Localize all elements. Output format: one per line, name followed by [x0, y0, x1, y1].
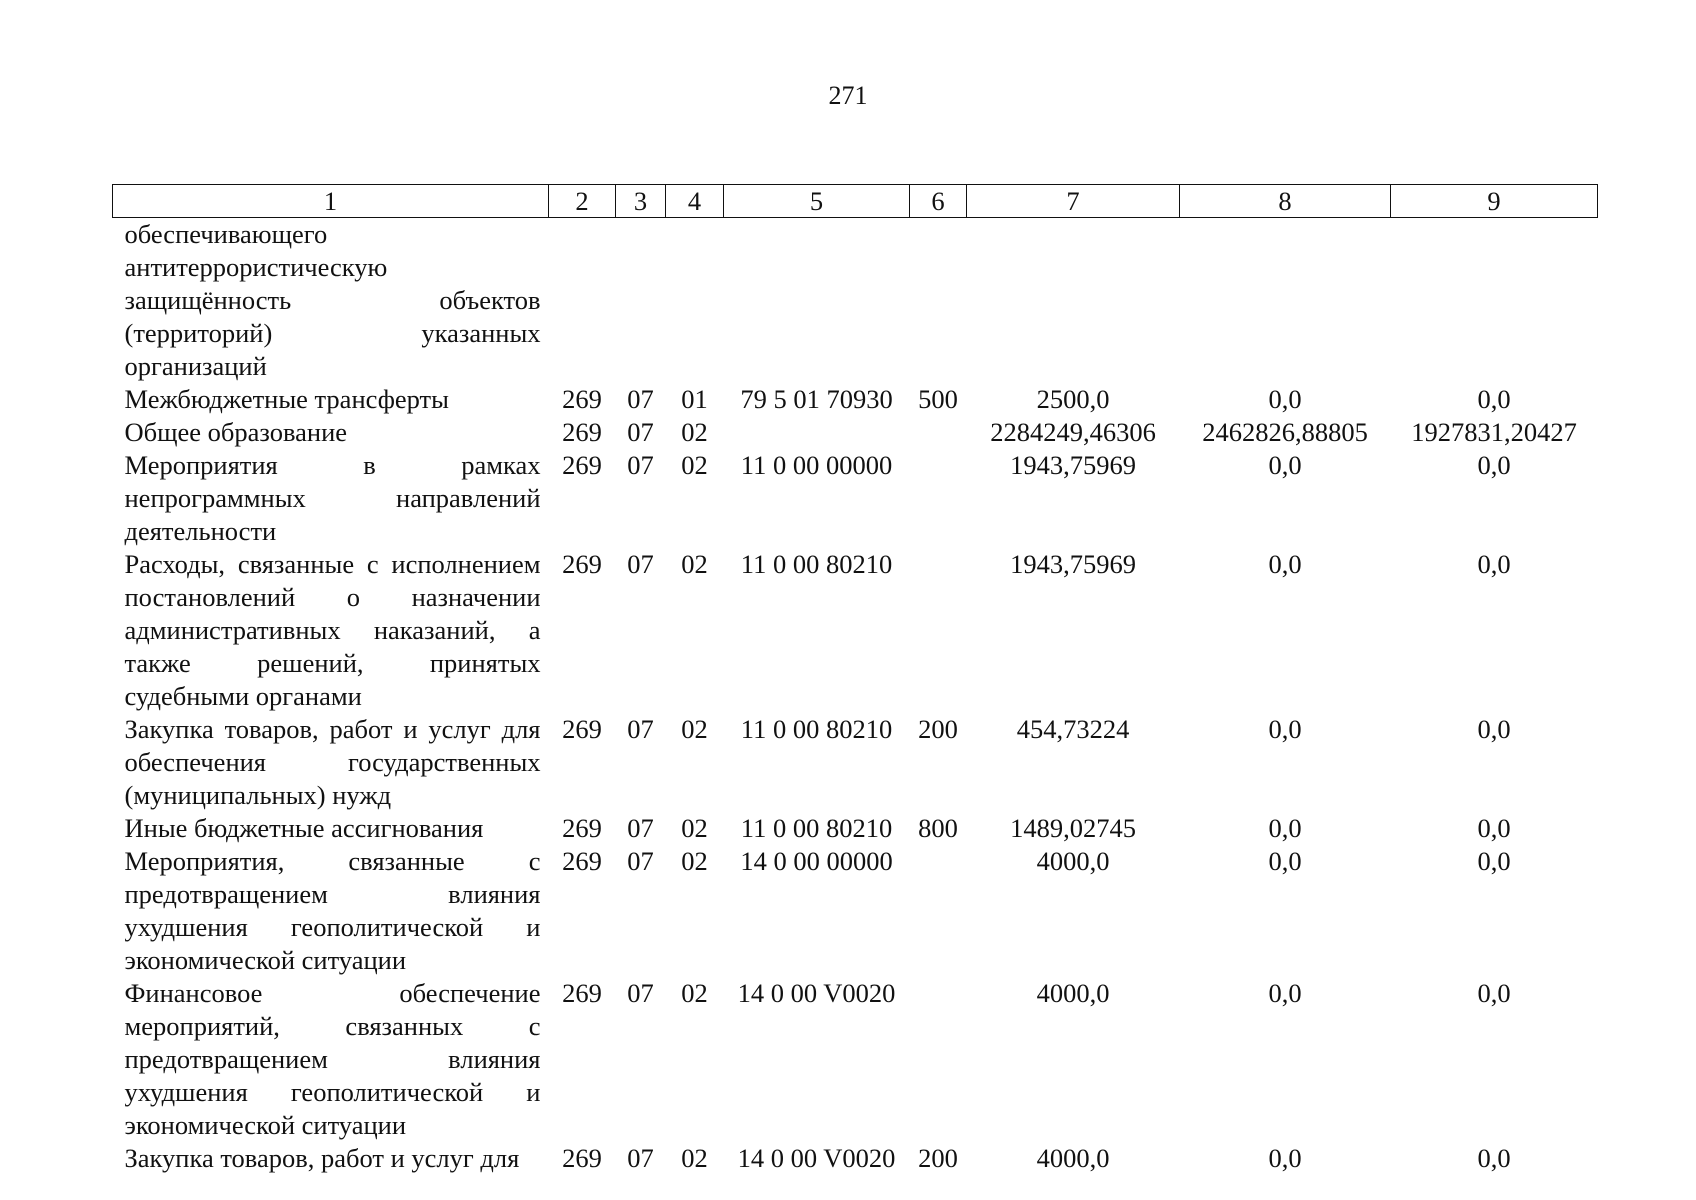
- cell-col-6: [910, 449, 967, 548]
- header-col-6: 6: [910, 185, 967, 218]
- cell-col-6: [910, 845, 967, 977]
- header-col-1: 1: [113, 185, 549, 218]
- cell-col-2: [549, 218, 616, 384]
- cell-col-3: 07: [627, 1143, 654, 1173]
- cell-col-7: 4000,0: [1036, 978, 1110, 1008]
- cell-col-2: 269: [562, 978, 602, 1008]
- row-name: Иные бюджетные ассигнования: [124, 813, 484, 843]
- cell-col-8: 0,0: [1268, 978, 1302, 1008]
- row-name: Межбюджетные трансферты: [124, 384, 449, 414]
- cell-col-7: 1943,75969: [1010, 549, 1136, 579]
- cell-col-4: [666, 218, 724, 384]
- cell-col-4: 02: [681, 978, 708, 1008]
- cell-col-6: [910, 218, 967, 384]
- cell-col-7: 4000,0: [1036, 1143, 1110, 1173]
- cell-col-5: 14 0 00 V0020: [737, 978, 896, 1008]
- cell-col-4: 02: [681, 714, 708, 744]
- cell-col-6: 800: [918, 813, 958, 843]
- cell-col-3: 07: [627, 549, 654, 579]
- cell-col-8: 0,0: [1268, 549, 1302, 579]
- cell-col-6: 500: [918, 384, 958, 414]
- row-name: Мероприятия в рамках непрограммных направлений деятельности: [124, 450, 541, 546]
- cell-col-8: [1180, 218, 1391, 384]
- cell-col-4: 02: [681, 549, 708, 579]
- table-row: [113, 416, 1598, 449]
- cell-col-9: 0,0: [1477, 450, 1511, 480]
- cell-col-9: 0,0: [1477, 549, 1511, 579]
- header-col-2: 2: [549, 185, 616, 218]
- cell-col-2: 269: [562, 813, 602, 843]
- table-row: [113, 812, 1598, 845]
- cell-col-4: 02: [681, 1143, 708, 1173]
- header-col-4: 4: [666, 185, 724, 218]
- cell-col-3: [616, 218, 666, 384]
- cell-col-5: 14 0 00 V0020: [737, 1143, 896, 1173]
- cell-col-8: 0,0: [1268, 714, 1302, 744]
- cell-col-9: 0,0: [1477, 978, 1511, 1008]
- cell-col-5: 11 0 00 80210: [740, 549, 893, 579]
- cell-col-6: [910, 977, 967, 1142]
- cell-col-2: 269: [562, 846, 602, 876]
- cell-col-7: 1489,02745: [1010, 813, 1136, 843]
- header-col-8: 8: [1180, 185, 1391, 218]
- cell-col-5: 11 0 00 80210: [740, 714, 893, 744]
- cell-col-8: 0,0: [1268, 846, 1302, 876]
- cell-col-5: 11 0 00 00000: [740, 450, 893, 480]
- cell-col-7: 2284249,46306: [990, 417, 1156, 447]
- page-number: 271: [828, 81, 868, 110]
- row-name: Закупка товаров, работ и услуг для обеспечения государственных (муниципальных) нужд: [124, 714, 541, 810]
- cell-col-6: [910, 548, 967, 713]
- cell-col-9: 0,0: [1477, 1143, 1511, 1173]
- cell-col-9: 0,0: [1477, 813, 1511, 843]
- cell-col-2: 269: [562, 384, 602, 414]
- cell-col-3: 07: [627, 417, 654, 447]
- cell-col-3: 07: [627, 714, 654, 744]
- row-name: Расходы, связанные с исполнением постановлений о назначении административных наказаний, а также решений, принятых судебными органами: [124, 549, 541, 711]
- table-row: [113, 1142, 1598, 1175]
- cell-col-5: 14 0 00 00000: [740, 846, 893, 876]
- cell-col-8: 0,0: [1268, 384, 1302, 414]
- cell-col-3: 07: [627, 384, 654, 414]
- cell-col-4: 02: [681, 417, 708, 447]
- cell-col-8: 0,0: [1268, 813, 1302, 843]
- table-row: [113, 383, 1598, 416]
- cell-col-3: 07: [627, 978, 654, 1008]
- cell-col-2: 269: [562, 450, 602, 480]
- cell-col-6: [910, 416, 967, 449]
- table-row: [113, 449, 1598, 548]
- cell-col-4: 02: [681, 450, 708, 480]
- cell-col-5: [724, 218, 910, 384]
- header-row: [113, 185, 1598, 218]
- table-row: [113, 977, 1598, 1142]
- table-row: [113, 218, 1598, 384]
- cell-col-4: 02: [681, 813, 708, 843]
- table-row: [113, 548, 1598, 713]
- cell-col-8: 0,0: [1268, 1143, 1302, 1173]
- row-name: Мероприятия, связанные с предотвращением влияния ухудшения геополитической и экономической ситуации: [124, 846, 541, 975]
- cell-col-3: 07: [627, 450, 654, 480]
- cell-col-3: 07: [627, 846, 654, 876]
- cell-col-4: 01: [681, 384, 708, 414]
- cell-col-3: 07: [627, 813, 654, 843]
- cell-col-7: 1943,75969: [1010, 450, 1136, 480]
- cell-col-7: [967, 218, 1180, 384]
- header-col-3: 3: [616, 185, 666, 218]
- row-name: Общее образование: [124, 417, 348, 447]
- header-col-9: 9: [1391, 185, 1598, 218]
- header-col-7: 7: [967, 185, 1180, 218]
- cell-col-6: 200: [918, 1143, 958, 1173]
- cell-col-4: 02: [681, 846, 708, 876]
- cell-col-8: 2462826,88805: [1202, 417, 1368, 447]
- cell-col-2: 269: [562, 549, 602, 579]
- cell-col-9: 1927831,20427: [1411, 417, 1577, 447]
- cell-col-2: 269: [562, 1143, 602, 1173]
- cell-col-5: 11 0 00 80210: [740, 813, 893, 843]
- cell-col-5: [724, 416, 910, 449]
- cell-col-9: 0,0: [1477, 384, 1511, 414]
- cell-col-7: 454,73224: [1016, 714, 1130, 744]
- cell-col-8: 0,0: [1268, 450, 1302, 480]
- cell-col-5: 79 5 01 70930: [740, 384, 893, 414]
- row-name: Финансовое обеспечение мероприятий, связанных с предотвращением влияния ухудшения геополитической и экономической ситуации: [124, 978, 541, 1140]
- budget-table: [112, 184, 1598, 1175]
- table-row: [113, 845, 1598, 977]
- cell-col-7: 4000,0: [1036, 846, 1110, 876]
- cell-col-2: 269: [562, 714, 602, 744]
- table-row: [113, 713, 1598, 812]
- cell-col-9: 0,0: [1477, 714, 1511, 744]
- row-name: Закупка товаров, работ и услуг для: [124, 1143, 520, 1173]
- row-name: обеспечивающего антитеррористическую защищённость объектов (территорий) указанных организаций: [124, 219, 541, 381]
- cell-col-9: [1391, 218, 1598, 384]
- cell-col-2: 269: [562, 417, 602, 447]
- cell-col-9: 0,0: [1477, 846, 1511, 876]
- header-col-5: 5: [724, 185, 910, 218]
- cell-col-7: 2500,0: [1036, 384, 1110, 414]
- cell-col-6: 200: [918, 714, 958, 744]
